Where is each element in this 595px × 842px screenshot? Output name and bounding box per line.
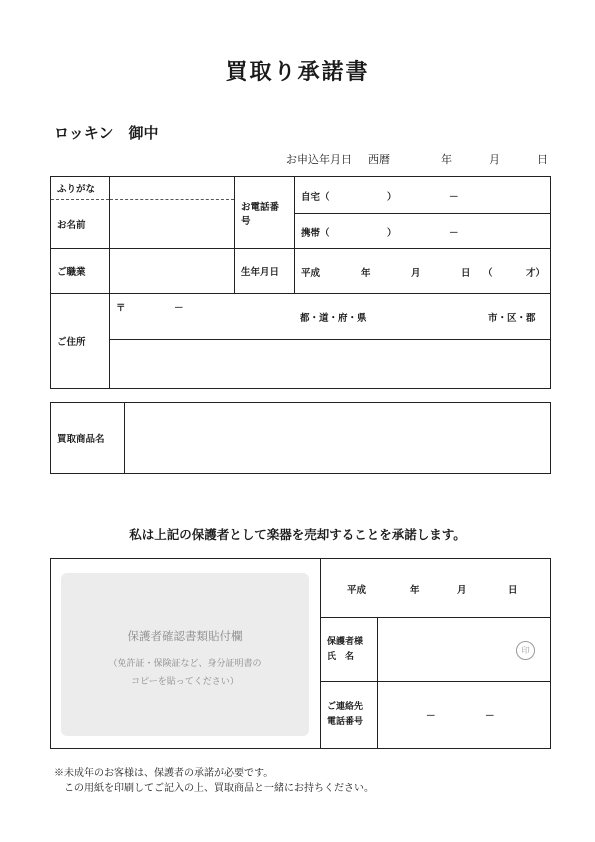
home-phone-label: 自宅（	[301, 192, 330, 203]
occupation-label: ご職業	[51, 249, 110, 294]
contact-phone-dash-2: －	[485, 711, 495, 722]
birthdate-era: 平成	[301, 268, 321, 279]
id-document-note-1: （免許証・保険証など、身分証明書の	[108, 659, 262, 669]
mobile-phone-dash: －	[449, 228, 459, 239]
declaration-text: 私は上記の保護者として楽器を売却することを承諾します。	[129, 527, 466, 542]
guardian-date-month: 月	[457, 585, 467, 596]
address-label: ご住所	[51, 294, 110, 389]
guardian-date-day: 日	[508, 585, 518, 596]
application-date-month: 月	[489, 153, 500, 166]
applicant-form	[50, 176, 551, 389]
birthdate-field[interactable]	[295, 249, 551, 294]
contact-label-1: ご連絡先	[327, 702, 364, 712]
city-label: 市・区・郡	[488, 313, 536, 324]
seal-mark: 印	[516, 641, 535, 660]
guardian-date-era: 平成	[347, 585, 367, 596]
birthdate-year: 年	[361, 268, 371, 279]
address-line-2[interactable]	[110, 340, 550, 388]
birthdate-month: 月	[411, 268, 421, 279]
guardian-name-label-1: 保護者様	[327, 636, 364, 647]
application-date-year: 年	[441, 153, 452, 166]
product-name-label: 買取商品名	[51, 403, 125, 474]
contact-label-2: 電話番号	[327, 717, 364, 727]
mobile-phone-field[interactable]	[295, 214, 550, 248]
phone-cell	[295, 177, 551, 249]
guardian-date-year: 年	[410, 585, 420, 596]
age-close: 才）	[526, 268, 546, 279]
occupation-field[interactable]	[110, 249, 235, 294]
name-label: お名前	[51, 199, 110, 248]
mobile-phone-close-paren: ）	[387, 228, 397, 239]
guardian-name-label	[321, 618, 378, 682]
home-phone-dash: －	[449, 192, 459, 203]
id-document-paste-area	[61, 573, 309, 736]
furigana-label: ふりがな	[51, 177, 110, 200]
footer-note-1: ※未成年のお客様は、保護者の承諾が必要です。	[54, 768, 274, 779]
page-title: 買取り承諾書	[225, 59, 370, 85]
postal-dash: －	[174, 303, 184, 314]
contact-phone-field[interactable]	[378, 682, 551, 749]
birthdate-day: 日	[461, 268, 471, 279]
birthdate-label: 生年月日	[235, 249, 295, 294]
prefecture-label: 都・道・府・県	[300, 313, 367, 324]
address-cell	[110, 294, 551, 389]
contact-phone-dash-1: －	[426, 711, 436, 722]
application-date-day: 日	[537, 153, 548, 166]
mobile-phone-label: 携帯（	[301, 228, 330, 239]
phone-label: お電話番号	[235, 177, 295, 249]
addressee: ロッキン 御中	[54, 124, 159, 142]
home-phone-close-paren: ）	[387, 192, 397, 203]
furigana-field[interactable]	[110, 177, 235, 200]
application-date-era: 西暦	[368, 153, 390, 166]
name-field[interactable]	[110, 199, 235, 248]
footer-note-2: この用紙を印刷してご記入の上、買取商品と一緒にお持ちください。	[64, 783, 374, 794]
guardian-name-label-2: 氏 名	[327, 651, 355, 662]
id-document-title: 保護者確認書類貼付欄	[127, 629, 243, 643]
guardian-date-field[interactable]	[321, 559, 551, 618]
application-date-label: お申込年月日	[286, 153, 352, 166]
contact-label	[321, 682, 378, 749]
product-name-field[interactable]	[125, 403, 551, 474]
home-phone-field[interactable]	[295, 177, 550, 214]
postal-mark: 〒	[116, 303, 126, 314]
id-document-note	[61, 655, 309, 691]
address-line-1[interactable]	[110, 294, 550, 340]
age-open: （	[483, 268, 493, 279]
product-form	[50, 402, 551, 474]
id-document-note-2: コピーを貼ってください）	[131, 677, 239, 687]
